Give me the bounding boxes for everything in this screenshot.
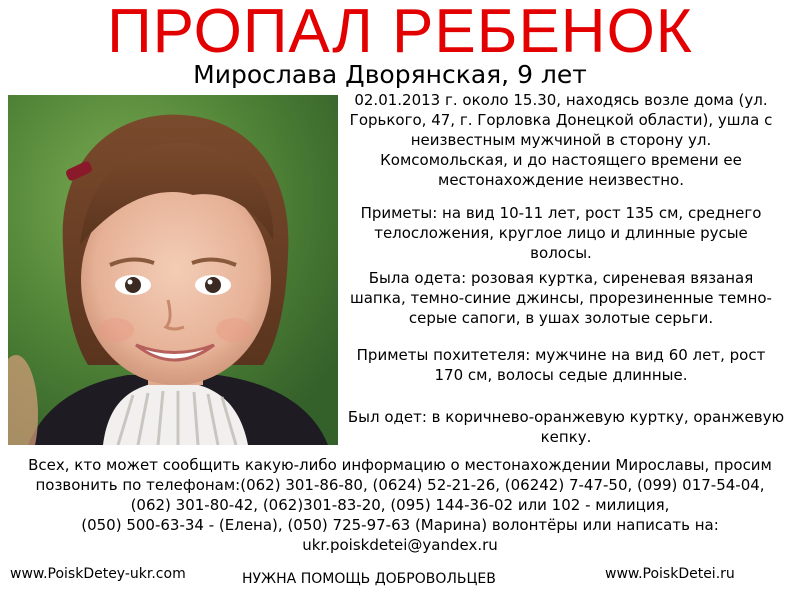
child-clothing: Была одета: розовая куртка, сиреневая вязаная шапка, темно-синие джинсы, прорезиненные темно-серые сапоги, в ушах золотые серьги. <box>350 269 772 327</box>
appeal-line: Всех, кто может сообщить какую-либо информацию о местонахождении Мирославы, просим <box>28 456 772 474</box>
appeal-phones-line: (062) 301-80-42, (062)301-83-20, (095) 144-36-02 или 102 - милиция, <box>130 496 670 514</box>
website-link-right[interactable]: www.PoiskDetei.ru <box>605 566 735 582</box>
appeal-phones-line: позвонить по телефонам:(062) 301-86-80, (0624) 52-21-26, (06242) 7-47-50, (099) 017-54-04, <box>35 476 765 494</box>
child-name-age: Мирослава Дворянская, 9 лет <box>193 60 587 89</box>
contact-email[interactable]: ukr.poiskdetei@yandex.ru <box>302 536 498 554</box>
volunteers-needed: НУЖНА ПОМОЩЬ ДОБРОВОЛЬЦЕВ <box>242 571 496 587</box>
contact-appeal <box>4 455 796 555</box>
abductor-clothing: Был одет: в коричнево-оранжевую куртку, оранжевую кепку. <box>347 408 785 446</box>
child-description: Приметы: на вид 10-11 лет, рост 135 см, среднего телосложения, круглое лицо и длинные русые волосы. <box>360 204 762 262</box>
incident-description: 02.01.2013 г. около 15.30, находясь возле дома (ул. Горького, 47, г. Горловка Донецкой области), ушла с неизвестным мужчиной в сторону ул. Комсомольская, и до настоящего времени ее местонахождение неизвестно. <box>349 91 773 189</box>
website-link-left[interactable]: www.PoiskDetey-ukr.com <box>10 566 186 582</box>
poster-title: ПРОПАЛ РЕБЕНОК <box>107 0 693 66</box>
child-photo <box>8 95 338 445</box>
abductor-description: Приметы похитетеля: мужчине на вид 60 лет, рост 170 см, волосы седые длинные. <box>356 346 766 384</box>
appeal-volunteers-line: (050) 500-63-34 - (Елена), (050) 725-97-63 (Марина) волонтёры или написать на: <box>81 516 719 534</box>
